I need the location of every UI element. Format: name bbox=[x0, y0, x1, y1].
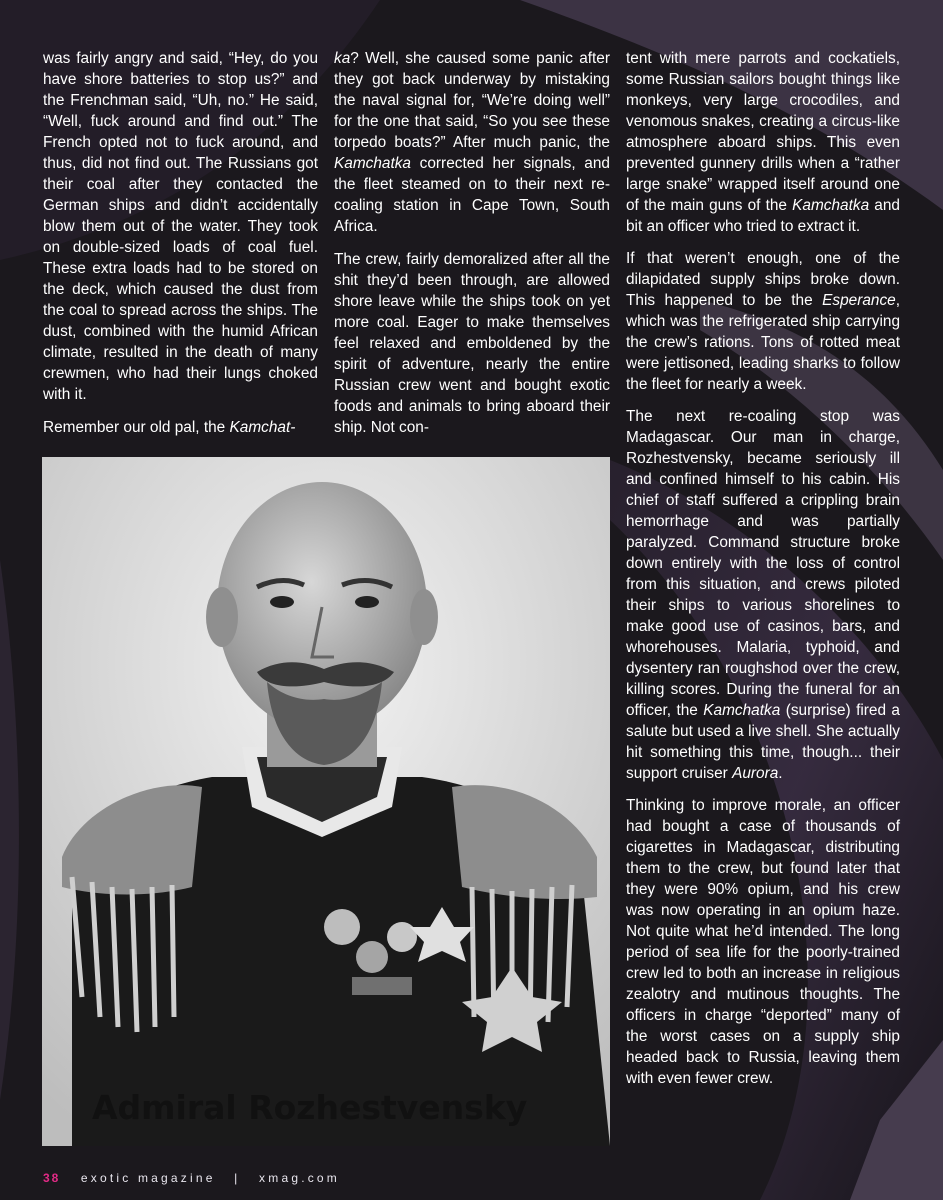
text-run: Remember our old pal, the bbox=[43, 419, 230, 436]
page-footer bbox=[43, 1171, 340, 1185]
italic-ship-name: Kamchatka bbox=[792, 197, 870, 214]
portrait-illustration bbox=[42, 457, 610, 1146]
text-run: If that weren’t enough, one of the dilapidated supply ships broke down. This happened to be the bbox=[626, 250, 900, 309]
article-paragraph bbox=[626, 795, 900, 1089]
text-column-3 bbox=[626, 48, 900, 1089]
italic-ship-name: Kamchat- bbox=[229, 419, 296, 436]
text-run: . bbox=[778, 765, 783, 782]
text-run: , which was the refrigerated ship carrying the crew’s rations. Tons of rotted meat were jettisoned, leading sharks to follow the fleet for nearly a week. bbox=[626, 292, 900, 393]
text-run: (surprise) fired a salute but used a live shell. She actually hit something this time, though... their support cruiser bbox=[626, 702, 900, 782]
text-run: was fairly angry and said, “Hey, do you have shore batteries to stop us?” and the Frenchman said, “Uh, no.” He said, “Well, fuck around and find out.” The French opted not to fuck around, and thus, did not find out. The Russians got their coal after they contacted the German ships and didn’t accidentally blow them out of the water. They took on double-sized loads of coal fuel. These extra loads had to be stored on the deck, which caused the dust from the coal to spread across the ships. The dust, combined with the humid African climate, resulted in the death of many crewmen, who had their lungs choked with it. bbox=[43, 50, 318, 403]
article-paragraph bbox=[334, 48, 610, 237]
text-run: and bit an officer who tried to extract it. bbox=[626, 197, 900, 235]
photo-caption: Admiral Rozhestvensky bbox=[92, 1088, 528, 1127]
magazine-website: xmag.com bbox=[259, 1171, 340, 1185]
italic-ship-name: Kamchatka bbox=[703, 702, 781, 719]
italic-ship-name: Aurora bbox=[732, 765, 779, 782]
italic-ship-name: Esperance bbox=[822, 292, 896, 309]
article-paragraph bbox=[626, 406, 900, 784]
italic-ship-name: ka bbox=[334, 50, 351, 67]
text-run: tent with mere parrots and cockatiels, some Russian sailors bought things like monkeys, very large crocodiles, and venomous snakes, creating a circus-like atmosphere aboard ships. This even prevented gunnery drills when a “rather large snake” wrapped itself around one of the main guns of the bbox=[626, 50, 900, 214]
article-paragraph bbox=[626, 248, 900, 395]
text-run: Thinking to improve morale, an officer had bought a case of thousands of cigarettes in Madagascar, distributing them to the crew, but found later that they were 90% opium, and his crew was now operating in an opium haze. Not quite what he’d intended. The long period of sea life for the poorly-trained crew led to both an increase in religious zealotry and mutinous thoughts. The officers in charge “deported” many of the worst cases on a supply ship headed back to Russia, leaving them with even fewer crew. bbox=[626, 797, 900, 1087]
article-paragraph bbox=[626, 48, 900, 237]
page-number: 38 bbox=[43, 1171, 61, 1185]
article-paragraph bbox=[334, 249, 610, 438]
text-run: ? Well, she caused some panic after they got back underway by mistaking the naval signal for, “We’re doing well” for the one that said, “So you see these torpedo boats?” After much panic, the bbox=[334, 50, 610, 151]
text-run: The next re-coaling stop was Madagascar. Our man in charge, Rozhestvensky, became seriously ill and confined himself to his cabin. His chief of staff suffered a crippling brain hemorrhage and was partially paralyzed. Command structure broke down entirely with the loss of control from this situation, and crews piloted their ships to various shorelines to make good use of casinos, bars, and whorehouses. Malaria, typhoid, and dysentery ran roughshod over the crew, killing scores. During the funeral for an officer, the bbox=[626, 408, 900, 719]
article-paragraph bbox=[43, 417, 318, 438]
italic-ship-name: Kamchatka bbox=[334, 155, 411, 172]
magazine-name: exotic magazine bbox=[80, 1171, 216, 1185]
footer-separator: | bbox=[234, 1171, 241, 1185]
text-column-2 bbox=[334, 48, 610, 438]
text-run: corrected her signals, and the fleet steamed on to their next re-coaling station in Cape Town, South Africa. bbox=[334, 155, 610, 235]
text-column-1 bbox=[43, 48, 318, 438]
admiral-portrait-photo bbox=[42, 457, 610, 1146]
article-paragraph bbox=[43, 48, 318, 405]
text-run: The crew, fairly demoralized after all the shit they’d been through, are allowed shore leave while the ships took on yet more coal. Eager to make themselves feel relaxed and emboldened by the spirit of adventure, nearly the entire Russian crew went and bought exotic foods and animals to bring aboard their ship. Not con- bbox=[334, 251, 610, 436]
